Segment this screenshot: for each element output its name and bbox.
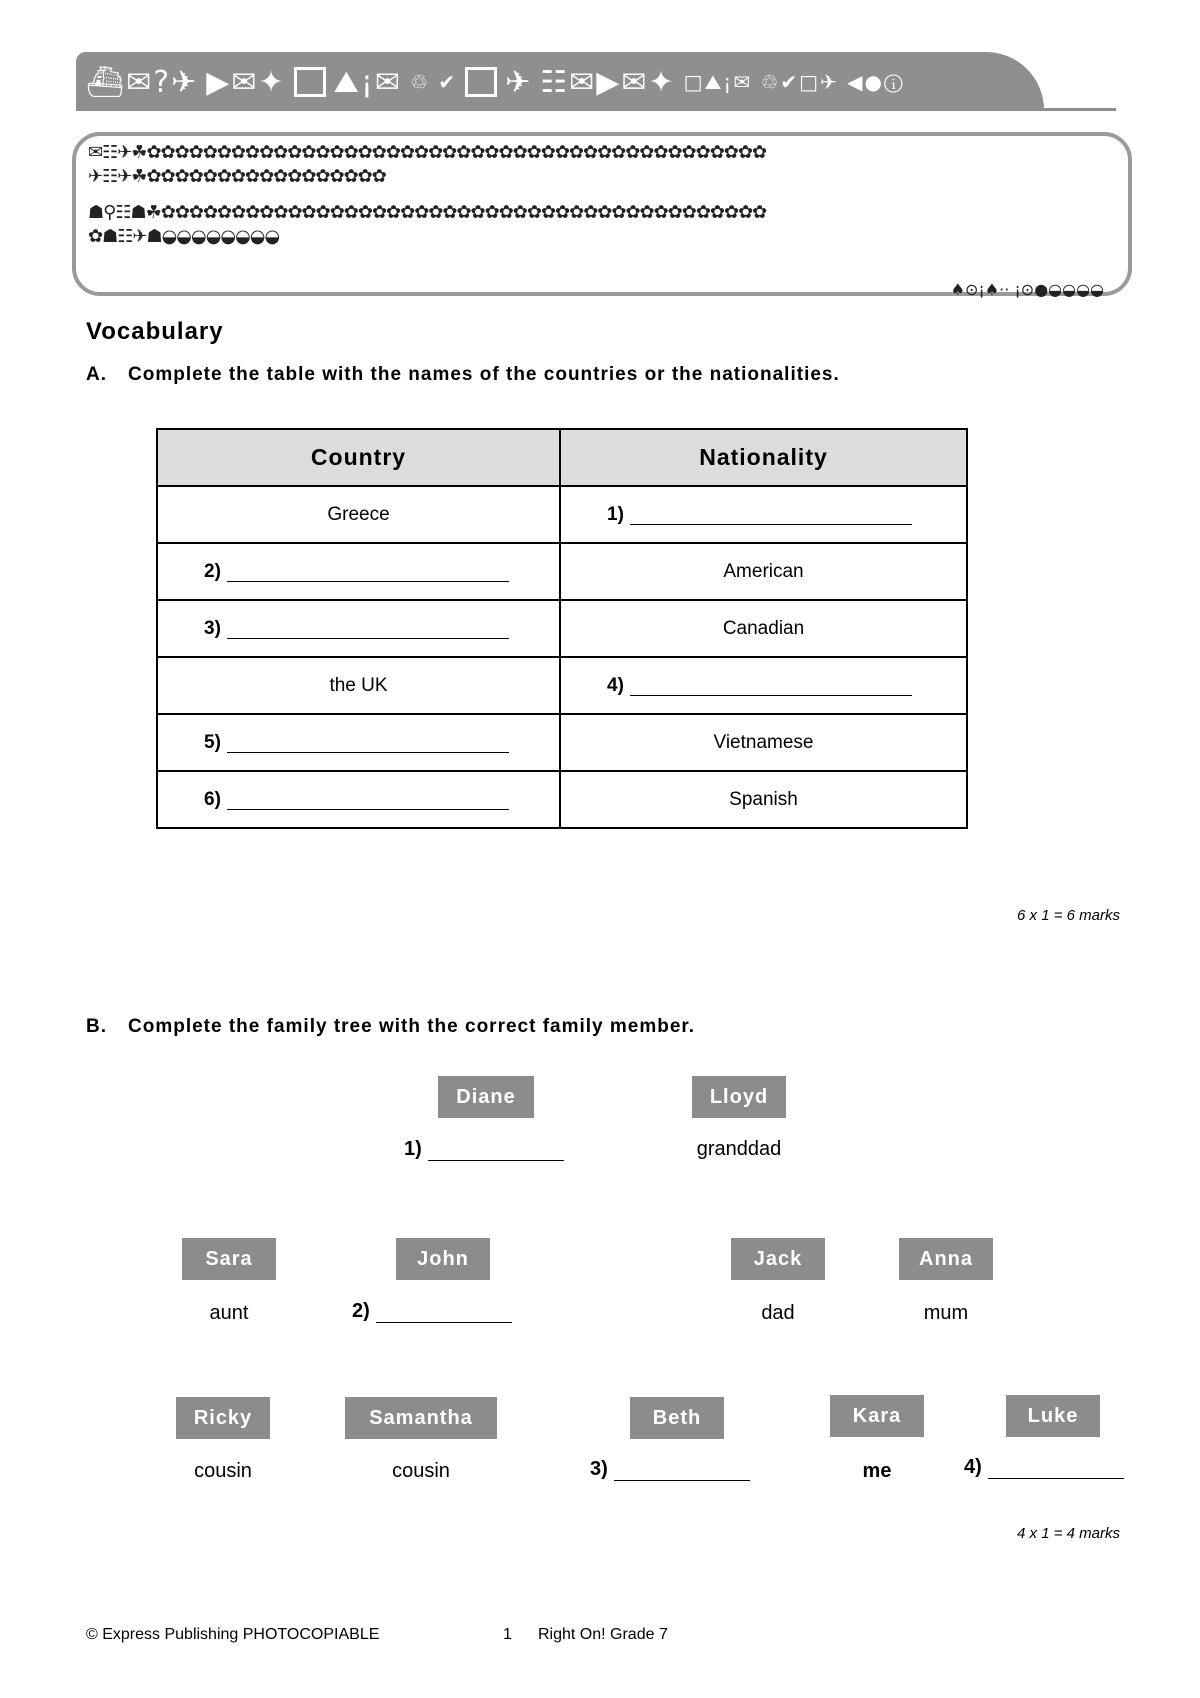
family-label-lloyd: granddad bbox=[696, 1138, 782, 1160]
answer-line[interactable] bbox=[227, 789, 509, 810]
answer-line[interactable] bbox=[428, 1140, 564, 1161]
info-glyph-line: ☗⚲☷☗☘✿✿✿✿✿✿✿✿✿✿✿✿✿✿✿✿✿✿✿✿✿✿✿✿✿✿✿✿✿✿✿✿✿✿✿✿✿✿✿✿✿✿✿ bbox=[88, 202, 767, 223]
family-label-jack: dad bbox=[761, 1302, 795, 1324]
family-blank-beth[interactable] bbox=[590, 1458, 750, 1481]
info-glyph-line: ✉☷✈☘✿✿✿✿✿✿✿✿✿✿✿✿✿✿✿✿✿✿✿✿✿✿✿✿✿✿✿✿✿✿✿✿✿✿✿✿✿✿✿✿✿✿✿✿ bbox=[88, 142, 767, 163]
footer-copyright: © Express Publishing PHOTOCOPIABLE bbox=[86, 1626, 380, 1643]
answer-line[interactable] bbox=[630, 504, 912, 525]
nationality-cell: American bbox=[560, 543, 967, 600]
family-blank-john[interactable] bbox=[352, 1300, 512, 1323]
country-nationality-table bbox=[156, 428, 968, 829]
answer-line[interactable] bbox=[630, 675, 912, 696]
blank-number: 2) bbox=[352, 1300, 370, 1322]
family-box-samantha: Samantha bbox=[345, 1397, 497, 1439]
blank-number: 3) bbox=[590, 1458, 608, 1480]
answer-line[interactable] bbox=[227, 618, 509, 639]
marks-b: 4 x 1 = 4 marks bbox=[1017, 1525, 1120, 1542]
footer-page-number: 1 bbox=[503, 1626, 512, 1643]
family-box-john: John bbox=[396, 1238, 490, 1280]
blank-number: 5) bbox=[204, 731, 221, 753]
instruction-letter: B. bbox=[86, 1016, 107, 1037]
family-blank-diane[interactable] bbox=[404, 1138, 564, 1161]
family-box-lloyd: Lloyd bbox=[692, 1076, 786, 1118]
table-row bbox=[157, 486, 967, 543]
family-box-beth: Beth bbox=[630, 1397, 724, 1439]
marks-a: 6 x 1 = 6 marks bbox=[1017, 907, 1120, 924]
column-header-country: Country bbox=[157, 429, 560, 486]
blank-number: 4) bbox=[964, 1456, 982, 1478]
footer-book-title: Right On! Grade 7 bbox=[538, 1626, 668, 1643]
header-symbol-row: ⛴✉?✈ ▶✉✦ ⛰¡✉ ♲ ✔ ✈ ☷✉▶✉✦ □⛰¡✉ ♲✔□✈ ◀●ⓘ bbox=[86, 64, 905, 100]
family-box-sara: Sara bbox=[182, 1238, 276, 1280]
blank-number: 4) bbox=[607, 674, 624, 696]
family-label-ricky: cousin bbox=[194, 1460, 252, 1482]
instruction-text: Complete the family tree with the correct family member. bbox=[128, 1016, 696, 1037]
info-glyph-line: ✿☗☷✈☗◒◒◒◒◒◒◒◒ bbox=[88, 226, 280, 247]
table-row bbox=[157, 600, 967, 657]
family-label-samantha: cousin bbox=[392, 1460, 450, 1482]
answer-line[interactable] bbox=[227, 732, 509, 753]
family-label-kara: me bbox=[862, 1460, 892, 1482]
family-box-luke: Luke bbox=[1006, 1395, 1100, 1437]
instruction-letter: A. bbox=[86, 364, 107, 385]
instruction-b bbox=[86, 1016, 695, 1038]
country-cell: Greece bbox=[157, 486, 560, 543]
info-glyph-corner: ♠⊙¡♠·· ¡⊙●◒◒◒◒ bbox=[950, 280, 1104, 299]
family-box-anna: Anna bbox=[899, 1238, 993, 1280]
table-row bbox=[157, 657, 967, 714]
header-rule bbox=[76, 108, 1116, 111]
instruction-text: Complete the table with the names of the countries or the nationalities. bbox=[128, 364, 840, 385]
nationality-answer-blank[interactable] bbox=[560, 486, 967, 543]
nationality-answer-blank[interactable] bbox=[560, 657, 967, 714]
nationality-cell: Canadian bbox=[560, 600, 967, 657]
section-title: Vocabulary bbox=[86, 318, 224, 345]
country-answer-blank[interactable] bbox=[157, 600, 560, 657]
nationality-cell: Vietnamese bbox=[560, 714, 967, 771]
country-cell: the UK bbox=[157, 657, 560, 714]
family-blank-luke[interactable] bbox=[964, 1456, 1124, 1479]
info-glyph-line: ✈☷✈☘✿✿✿✿✿✿✿✿✿✿✿✿✿✿✿✿✿ bbox=[88, 166, 386, 187]
answer-line[interactable] bbox=[614, 1460, 750, 1481]
family-label-anna: mum bbox=[923, 1302, 969, 1324]
family-box-jack: Jack bbox=[731, 1238, 825, 1280]
table-row bbox=[157, 771, 967, 828]
family-box-kara: Kara bbox=[830, 1395, 924, 1437]
table-row bbox=[157, 543, 967, 600]
blank-number: 6) bbox=[204, 788, 221, 810]
blank-number: 1) bbox=[404, 1138, 422, 1160]
country-answer-blank[interactable] bbox=[157, 543, 560, 600]
answer-line[interactable] bbox=[227, 561, 509, 582]
table-row bbox=[157, 714, 967, 771]
blank-number: 3) bbox=[204, 617, 221, 639]
country-answer-blank[interactable] bbox=[157, 771, 560, 828]
blank-number: 2) bbox=[204, 560, 221, 582]
family-box-diane: Diane bbox=[438, 1076, 534, 1118]
answer-line[interactable] bbox=[376, 1302, 512, 1323]
family-label-sara: aunt bbox=[209, 1302, 249, 1324]
nationality-cell: Spanish bbox=[560, 771, 967, 828]
column-header-nationality: Nationality bbox=[560, 429, 967, 486]
country-answer-blank[interactable] bbox=[157, 714, 560, 771]
blank-number: 1) bbox=[607, 503, 624, 525]
family-box-ricky: Ricky bbox=[176, 1397, 270, 1439]
answer-line[interactable] bbox=[988, 1458, 1124, 1479]
instruction-a bbox=[86, 364, 840, 386]
